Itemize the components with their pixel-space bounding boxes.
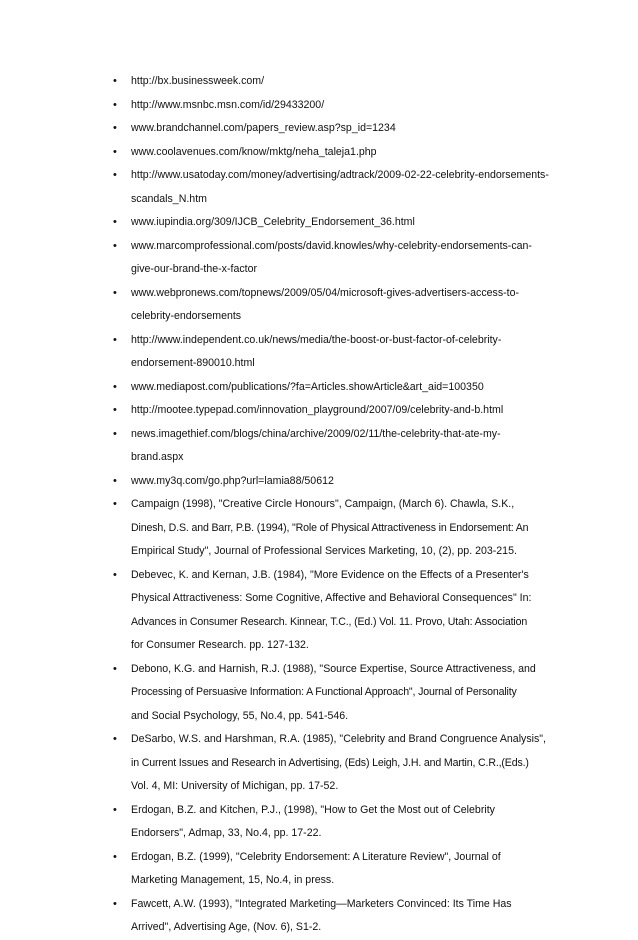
bullet-icon: • <box>113 286 117 299</box>
bullet-icon: • <box>113 145 117 158</box>
reference-line: http://www.independent.co.uk/news/media/the-boost-or-bust-factor-of-celebrity- <box>131 333 502 346</box>
reference-line: www.mediapost.com/publications/?fa=Articles.showArticle&art_aid=100350 <box>131 380 484 393</box>
bullet-icon: • <box>113 498 117 510</box>
reference-item <box>0 94 638 118</box>
bullet-icon: • <box>113 404 117 416</box>
reference-line: for Consumer Research. pp. 127-132. <box>131 639 309 651</box>
reference-item <box>0 141 638 165</box>
reference-line: Empirical Study", Journal of Professional Services Marketing, 10, (2), pp. 203-215. <box>131 545 517 557</box>
reference-line: news.imagethief.com/blogs/china/archive/2009/02/11/the-celebrity-that-ate-my- <box>131 427 501 440</box>
reference-line: www.marcomprofessional.com/posts/david.knowles/why-celebrity-endorsements-can- <box>131 239 532 252</box>
reference-line: scandals_N.htm <box>131 192 207 205</box>
reference-line: Erdogan, B.Z. and Kitchen, P.J., (1998), "How to Get the Most out of Celebrity <box>131 803 495 816</box>
reference-line: http://www.msnbc.msn.com/id/29433200/ <box>131 98 325 111</box>
reference-line: Erdogan, B.Z. (1999), "Celebrity Endorsement: A Literature Review", Journal of <box>131 850 501 863</box>
reference-line: Physical Attractiveness: Some Cognitive, Affective and Behavioral Consequences" In: <box>131 592 532 604</box>
reference-line: give-our-brand-the-x-factor <box>131 263 257 275</box>
bullet-icon: • <box>113 333 117 346</box>
reference-line: Campaign (1998), "Creative Circle Honours", Campaign, (March 6). Chawla, S.K., <box>131 498 515 510</box>
reference-line: Marketing Management, 15, No.4, in press. <box>131 874 335 886</box>
reference-line: and Social Psychology, 55, No.4, pp. 541-546. <box>131 709 349 722</box>
reference-item <box>0 846 638 893</box>
reference-line: Debevec, K. and Kernan, J.B. (1984), "More Evidence on the Effects of a Presenter's <box>131 568 529 581</box>
reference-line: Advances in Consumer Research. Kinnear, T.C., (Ed.) Vol. 11. Provo, Utah: Association <box>131 615 528 628</box>
bullet-icon: • <box>113 239 117 252</box>
reference-line: www.iupindia.org/309/IJCB_Celebrity_Endorsement_36.html <box>131 216 415 228</box>
reference-line: DeSarbo, W.S. and Harshman, R.A. (1985), "Celebrity and Brand Congruence Analysis", <box>131 733 546 745</box>
reference-item <box>0 211 638 235</box>
reference-item <box>0 70 638 94</box>
bullet-icon: • <box>113 75 117 87</box>
reference-line: Vol. 4, MI: University of Michigan, pp. 17-52. <box>131 780 339 792</box>
bullet-icon: • <box>113 122 117 134</box>
reference-line: celebrity-endorsements <box>131 310 242 322</box>
reference-item <box>0 728 638 799</box>
bullet-icon: • <box>113 216 117 228</box>
bullet-icon: • <box>113 803 117 816</box>
reference-line: www.webpronews.com/topnews/2009/05/04/microsoft-gives-advertisers-access-to- <box>131 286 520 299</box>
reference-line: brand.aspx <box>131 451 184 463</box>
reference-item <box>0 399 638 423</box>
reference-line: www.brandchannel.com/papers_review.asp?sp_id=1234 <box>131 122 396 134</box>
reference-item <box>0 564 638 658</box>
reference-item <box>0 117 638 141</box>
reference-line: http://www.usatoday.com/money/advertising/adtrack/2009-02-22-celebrity-endorsements- <box>131 169 549 181</box>
reference-line: Endorsers", Admap, 33, No.4, pp. 17-22. <box>131 827 322 839</box>
reference-item <box>0 658 638 729</box>
reference-line: Fawcett, A.W. (1993), "Integrated Marketing—Marketers Convinced: Its Time Has <box>131 897 512 910</box>
reference-line: www.coolavenues.com/know/mktg/neha_taleja1.php <box>131 145 377 158</box>
bullet-icon: • <box>113 98 117 111</box>
reference-item <box>0 235 638 282</box>
reference-line: www.my3q.com/go.php?url=lamia88/50612 <box>131 474 334 487</box>
bullet-icon: • <box>113 850 117 863</box>
reference-item <box>0 470 638 494</box>
reference-line: in Current Issues and Research in Advertising, (Eds) Leigh, J.H. and Martin, C.R.,(Eds.) <box>131 756 529 769</box>
reference-item <box>0 329 638 376</box>
reference-list <box>0 70 638 940</box>
bullet-icon: • <box>113 662 117 675</box>
reference-line: Debono, K.G. and Harnish, R.J. (1988), "Source Expertise, Source Attractiveness, and <box>131 662 536 675</box>
bullet-icon: • <box>113 733 117 745</box>
reference-line: http://bx.businessweek.com/ <box>131 75 265 87</box>
reference-line: Dinesh, D.S. and Barr, P.B. (1994), "Role of Physical Attractiveness in Endorsement: An <box>131 521 529 534</box>
bullet-icon: • <box>113 380 117 393</box>
reference-item <box>0 164 638 211</box>
reference-item <box>0 799 638 846</box>
bullet-icon: • <box>113 427 117 440</box>
bullet-icon: • <box>113 568 117 581</box>
bullet-icon: • <box>113 474 117 487</box>
reference-line: Processing of Persuasive Information: A Functional Approach", Journal of Personality <box>131 686 517 698</box>
reference-item <box>0 893 638 940</box>
reference-item <box>0 493 638 564</box>
reference-item <box>0 423 638 470</box>
reference-item <box>0 282 638 329</box>
bullet-icon: • <box>113 169 117 181</box>
reference-line: endorsement-890010.html <box>131 357 255 369</box>
reference-line: http://mootee.typepad.com/innovation_playground/2007/09/celebrity-and-b.html <box>131 404 504 416</box>
reference-item <box>0 376 638 400</box>
reference-line: Arrived", Advertising Age, (Nov. 6), S1-2. <box>131 921 322 933</box>
bullet-icon: • <box>113 897 117 910</box>
